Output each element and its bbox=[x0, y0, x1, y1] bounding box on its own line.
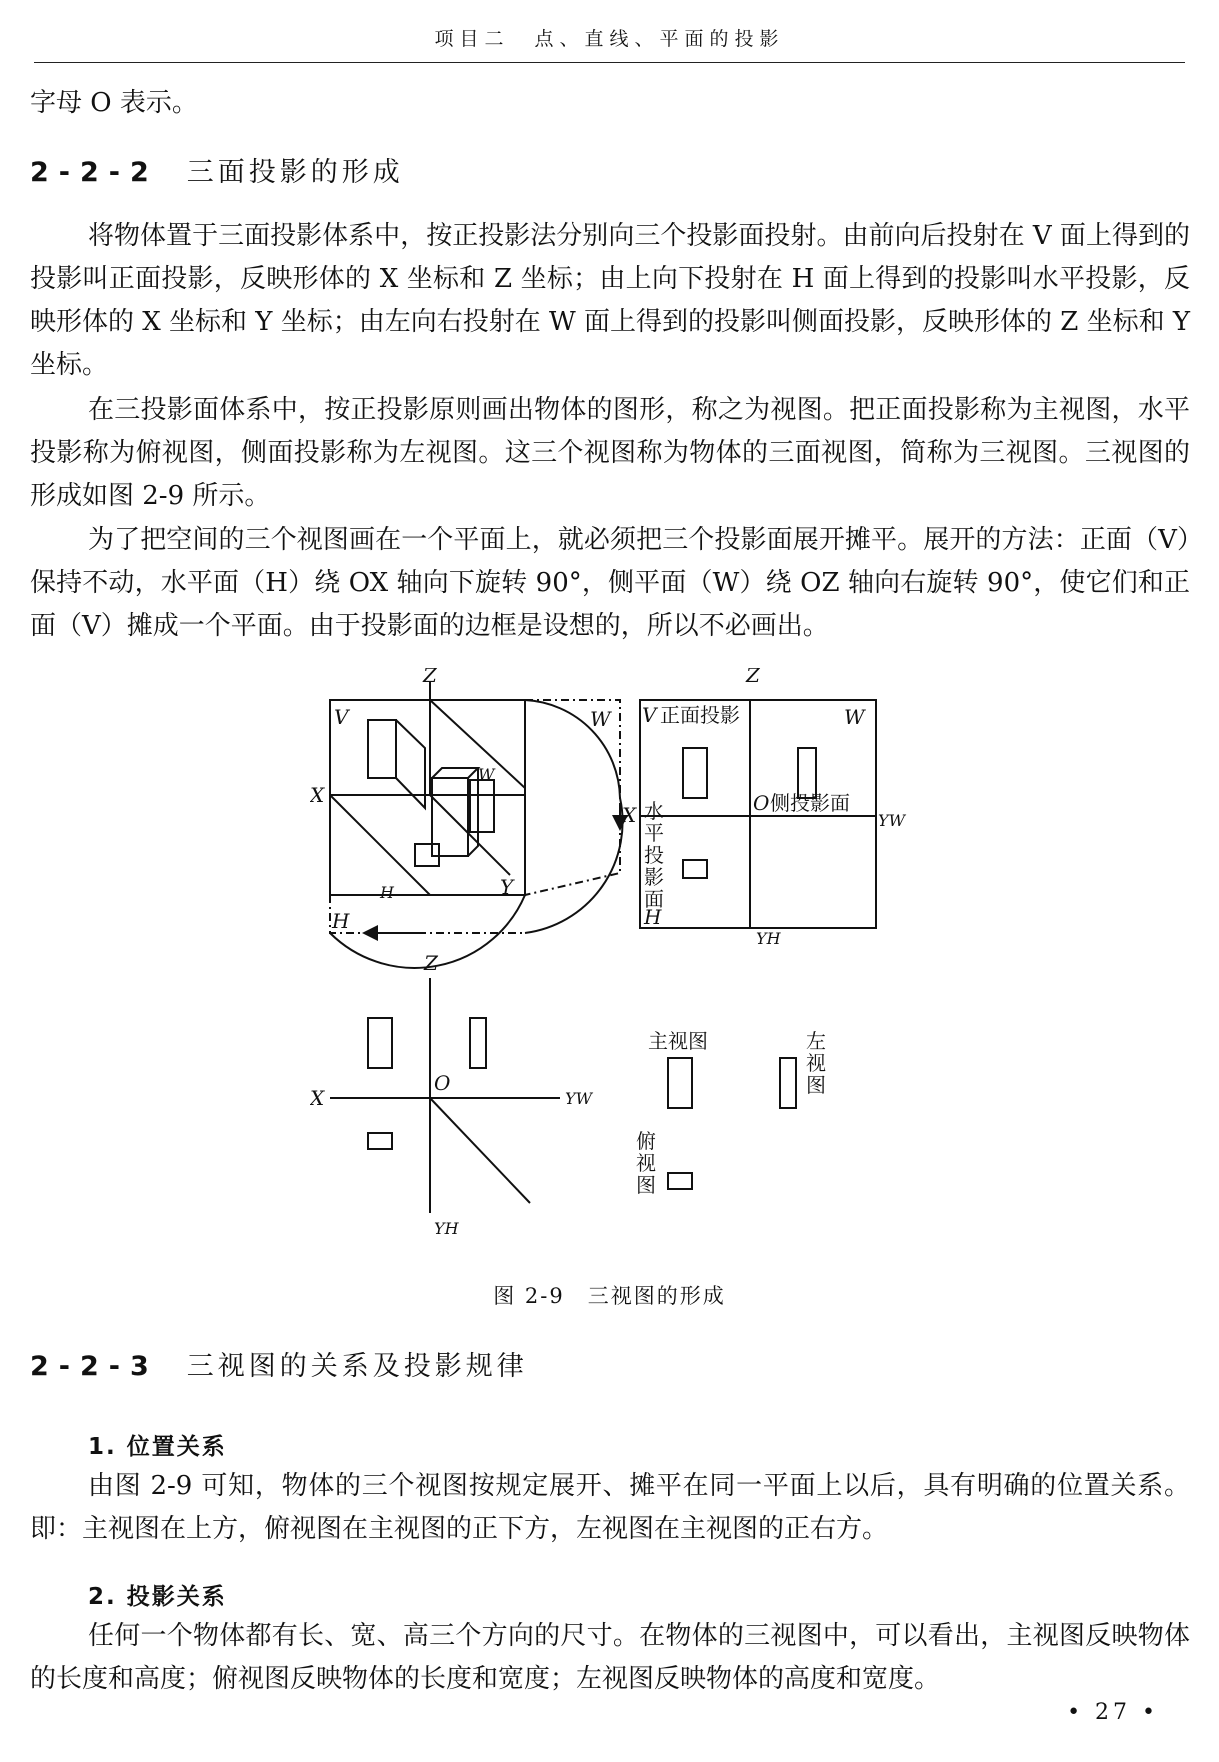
unfold-label-v: V bbox=[642, 703, 657, 727]
h-plane-dashed bbox=[330, 895, 525, 933]
section-number: 2-2-2 bbox=[30, 157, 159, 188]
top-view-3: 图 bbox=[636, 1173, 656, 1197]
left-view-rect bbox=[780, 1058, 796, 1108]
front-view-rect bbox=[683, 748, 707, 798]
unfold-label-x: X bbox=[622, 803, 637, 827]
figure-caption: 图 2-9 三视图的形成 bbox=[493, 1284, 726, 1308]
unfold-label-w: W bbox=[844, 705, 865, 729]
top-view-1: 俯 bbox=[636, 1129, 656, 1153]
subheading-projection: 2. 投影关系 bbox=[88, 1584, 227, 1610]
label-h: H bbox=[332, 909, 350, 933]
continued-text: 字母 O 表示。 bbox=[30, 88, 198, 118]
left-view-1: 左 bbox=[806, 1029, 826, 1053]
label-h-small: H bbox=[380, 883, 394, 902]
tv-label-z: Z bbox=[424, 951, 438, 975]
paragraph-3: 为了把空间的三个视图画在一个平面上，就必须把三个投影面展开摊平。展开的方法：正面（V）保持不动，水平面（H）绕 OX 轴向下旋转 90°，侧平面（W）绕 OZ 轴向右旋转 90°，使它们和正面（V）摊成一个平面。由于投影面的边框是设想的，所以不必画出。 bbox=[30, 525, 1190, 641]
unfold-label-o: O bbox=[753, 791, 770, 815]
w-rotation-arc-2 bbox=[525, 798, 623, 933]
front-proj-label: 正面投影 bbox=[660, 703, 740, 727]
main-view-label: 主视图 bbox=[648, 1029, 708, 1053]
unfold-label-yh: YH bbox=[756, 929, 781, 948]
section-heading-2-2-3 bbox=[30, 1344, 528, 1383]
section-heading-2-2-2 bbox=[30, 150, 404, 189]
unfold-label-z: Z bbox=[746, 668, 760, 687]
unfold-label-h: H bbox=[644, 905, 662, 929]
tv-label-o: O bbox=[434, 1071, 451, 1095]
tv-label-yh: YH bbox=[434, 1219, 459, 1238]
figure-2-9 bbox=[310, 668, 910, 1268]
unfold-label-yw: YW bbox=[878, 811, 906, 830]
main-view-rect bbox=[668, 1058, 692, 1108]
horiz-proj-5: 面 bbox=[644, 887, 664, 911]
top-view-rect bbox=[683, 860, 707, 878]
tv-diagonal bbox=[430, 1098, 530, 1203]
page-number: • 27 • bbox=[1067, 1700, 1159, 1725]
left-view-3: 图 bbox=[806, 1073, 826, 1097]
horiz-proj-1: 水 bbox=[644, 799, 664, 823]
tv-label-x: X bbox=[310, 1086, 325, 1110]
isometric-diagram bbox=[330, 682, 623, 968]
paragraph-2: 在三投影面体系中，按正投影原则画出物体的图形，称之为视图。把正面投影称为主视图，水平投影称为俯视图，侧面投影称为左视图。这三个视图称为物体的三面视图，简称为三视图。三视图的形成如图 2-9 所示。 bbox=[30, 395, 1190, 511]
section-number: 2-2-3 bbox=[30, 1351, 159, 1382]
three-view-axes bbox=[330, 978, 796, 1213]
top-view-rect-2 bbox=[668, 1173, 692, 1189]
horiz-proj-4: 影 bbox=[644, 865, 664, 889]
object-w-proj bbox=[470, 780, 494, 832]
tv-side-rect bbox=[470, 1018, 486, 1068]
label-z: Z bbox=[423, 668, 437, 687]
label-x: X bbox=[310, 783, 325, 807]
horiz-proj-2: 平 bbox=[644, 821, 664, 845]
horiz-proj-3: 投 bbox=[644, 843, 664, 867]
running-header: 项目二 点、直线、平面的投影 bbox=[34, 22, 1185, 63]
paragraph-1: 将物体置于三面投影体系中，按正投影法分别向三个投影面投射。由前向后投射在 V 面上得到的投影叫正面投影，反映形体的 X 坐标和 Z 坐标；由上向下投射在 H 面上得到的投影叫水平投影，反映形体的 X 坐标和 Y 坐标；由左向右投射在 W 面上得到的投影叫侧面投影，反映形体的 Z 坐标和 Y 坐标。 bbox=[30, 221, 1191, 380]
side-proj-label: 侧投影面 bbox=[770, 791, 850, 815]
subheading-position: 1. 位置关系 bbox=[88, 1434, 227, 1460]
label-y: Y bbox=[500, 875, 514, 899]
label-w: W bbox=[590, 707, 611, 731]
section-title: 三面投影的形成 bbox=[186, 157, 404, 188]
object-main-depth bbox=[432, 768, 478, 856]
tv-label-yw: YW bbox=[565, 1089, 593, 1108]
tv-top-rect bbox=[368, 1133, 392, 1149]
label-w-small: W bbox=[478, 765, 495, 784]
left-view-2: 视 bbox=[806, 1051, 826, 1075]
section-title: 三视图的关系及投影规律 bbox=[186, 1351, 528, 1382]
paragraph-projection: 任何一个物体都有长、宽、高三个方向的尺寸。在物体的三视图中，可以看出，主视图反映物体的长度和高度；俯视图反映物体的长度和宽度；左视图反映物体的高度和宽度。 bbox=[30, 1621, 1190, 1694]
paragraph-position: 由图 2-9 可知，物体的三个视图按规定展开、摊平在同一平面上以后，具有明确的位置关系。即：主视图在上方，俯视图在主视图的正下方，左视图在主视图的正右方。 bbox=[30, 1471, 1190, 1544]
object-front-proj bbox=[368, 720, 396, 778]
label-v: V bbox=[334, 705, 349, 729]
top-view-2: 视 bbox=[636, 1151, 656, 1175]
tv-front-rect bbox=[368, 1018, 392, 1068]
